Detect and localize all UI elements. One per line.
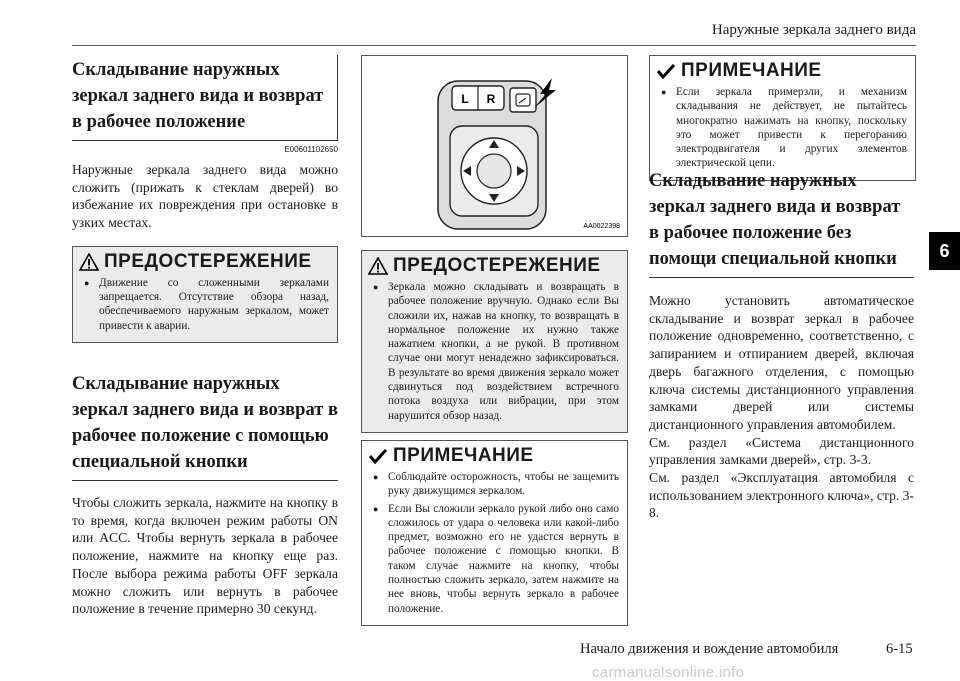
warning-title: ПРЕДОСТЕРЕЖЕНИЕ — [104, 250, 312, 272]
figure-code: AA0022398 — [583, 223, 620, 230]
section-heading-auto: Складывание наружных зеркал заднего вида и возврат в рабочее положение без помощи специальной кнопки — [649, 168, 914, 278]
warning-triangle-icon — [368, 257, 388, 275]
note-title: ПРИМЕЧАНИЕ — [681, 60, 822, 81]
warning-title: ПРЕДОСТЕРЕЖЕНИЕ — [393, 255, 601, 276]
note-checkmark-icon — [656, 63, 676, 79]
mirror-switch-diagram — [362, 56, 627, 236]
reference-electronic-key: См. раздел «Эксплуатация автомобиля с использованием электронного ключа», стр. 3-8. — [649, 470, 914, 521]
page-header-title: Наружные зеркала заднего вида — [711, 22, 916, 38]
warning-box-manual — [361, 250, 628, 433]
section-heading-button: Складывание наружных зеркал заднего вида и возврат в рабочее положение с помощью специальной кнопки — [72, 371, 338, 481]
switch-label-left: L — [461, 92, 469, 106]
note-item: ● Если Вы сложили зеркало рукой либо оно само сложилось от удара о человека или какой-либо предмет, возможно его не удастся вернуть в рабочее положение с помощью кнопки. В таком случае нажмите на кнопку, чтобы полностью сложить зеркало, затем нажмите на нее вновь, чтобы вернуть зеркало в рабочее положение. — [388, 502, 619, 616]
footer-section-title: Начало движения и вождение автомобиля — [580, 641, 839, 657]
section-code: E00601102650 — [284, 145, 338, 154]
section-heading-folding: Складывание наружных зеркал заднего вида и возврат в рабочее положение — [72, 55, 338, 141]
note-title: ПРИМЕЧАНИЕ — [393, 445, 534, 466]
note-checkmark-icon — [368, 448, 388, 464]
warning-item: ● Движение со сложенными зеркалами запрещается. Отсутствие обзора назад, обеспечиваемого наружным зеркалом, может привести к аварии. — [99, 276, 329, 333]
switch-label-right: R — [486, 92, 496, 106]
switch-illustration — [361, 55, 628, 237]
right-column — [649, 168, 914, 522]
page-number: 6-15 — [886, 641, 913, 657]
intro-paragraph: Наружные зеркала заднего вида можно сложить (прижать к стеклам дверей) во избежание их повреждения при остановке в узких местах. — [72, 162, 338, 231]
note-box-right — [649, 55, 916, 181]
watermark: carmanualsonline.info — [592, 664, 745, 681]
warning-box — [72, 246, 338, 343]
warning-item: ● Зеркала можно складывать и возвращать в рабочее положение вручную. Однако если Вы сложили их, нажав на кнопку, то возвращать в нормальное положение их нужно также нажатием кнопки, а не рукой. В противном случае они могут ненадежно зафиксироваться. В результате во время движения зеркало может сдвинуться под воздействием встречного потока воздуха или вибрации, при этом нарушится обзор назад. — [388, 280, 619, 423]
left-column — [72, 55, 338, 618]
auto-fold-paragraph: Можно установить автоматическое складывание и возврат зеркал в рабочее положение одновременно, соответственно, с запиранием и отпиранием дверей, включая дверь багажного отделения, с помощью ключа системы дистанционного управления замками дверей или системы дистанционного управления автомобилем. — [649, 293, 914, 432]
reference-remote-locks: См. раздел «Система дистанционного управления замками дверей», стр. 3-3. — [649, 434, 914, 468]
chapter-tab: 6 — [929, 232, 960, 270]
button-instructions: Чтобы сложить зеркала, нажмите на кнопку в то время, когда включен режим работы ON или ACC. Чтобы вернуть зеркала в рабочее положение, нажмите на кнопку еще раз. После выбора режима работы OFF зеркала можно сложить или вернуть в рабочее положение в течение примерно 30 секунд. — [72, 495, 338, 617]
warning-triangle-icon — [79, 253, 99, 271]
note-item: ● Если зеркала примерзли, и механизм складывания не действует, не пытайтесь многократно нажимать на кнопку, поскольку это может привести к перегоранию электродвигателя и других элементов электрической цепи. — [676, 85, 907, 171]
header-rule — [72, 45, 916, 46]
note-box-middle — [361, 440, 628, 626]
note-item: ● Соблюдайте осторожность, чтобы не защемить руку движущимся зеркалом. — [388, 470, 619, 499]
